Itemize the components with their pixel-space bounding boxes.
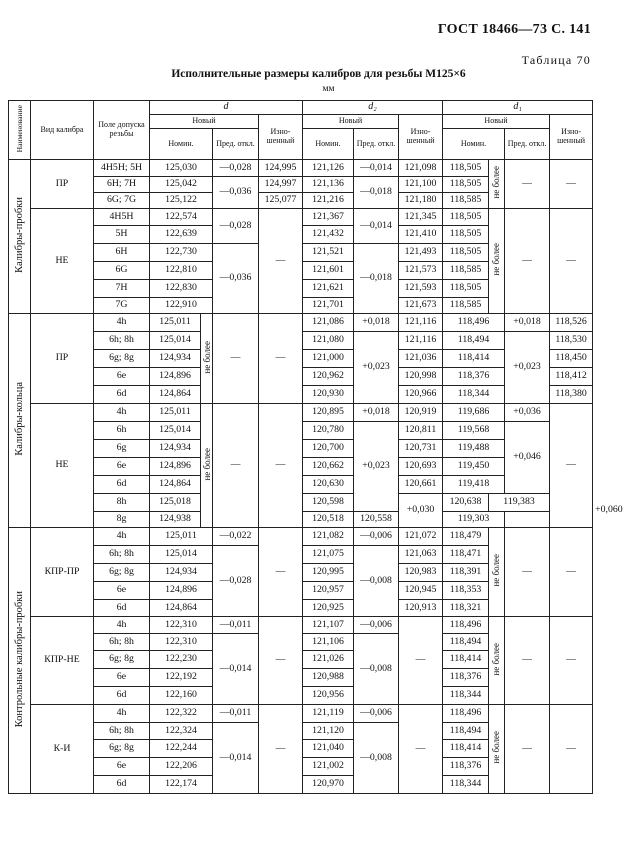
- tolerance-field: 6d: [94, 476, 150, 494]
- table-row: [9, 528, 593, 546]
- d2-worn: 121,116: [399, 314, 443, 332]
- d1-nominal: 118,505: [443, 177, 489, 193]
- tolerance-field: 6e: [94, 758, 150, 776]
- d2-nominal: 120,956: [303, 687, 354, 705]
- d2-deviation: —0,008: [354, 546, 399, 617]
- not-more-note-text: не более: [490, 731, 501, 764]
- d-nominal: 125,042: [150, 177, 213, 193]
- d1-nominal: 118,585: [443, 298, 489, 314]
- d-deviation: —0,011: [213, 705, 259, 723]
- d1-nominal: 118,494: [443, 634, 489, 651]
- d-worn: —: [259, 404, 303, 528]
- d2-worn: —: [399, 617, 443, 705]
- d2-nominal: 121,119: [303, 705, 354, 723]
- header-d1: d₁: [443, 101, 593, 115]
- d-worn: —: [259, 314, 303, 404]
- tolerance-field: 6d: [94, 687, 150, 705]
- table-row: [9, 705, 593, 723]
- d-nominal: 125,018: [150, 494, 201, 512]
- group-label: [9, 528, 31, 794]
- d1-worn: —: [550, 404, 593, 528]
- tolerance-field: 8g: [94, 512, 150, 528]
- d2-nominal: 120,988: [303, 669, 354, 687]
- d1-nominal: 118,496: [443, 314, 505, 332]
- tolerance-field: 6e: [94, 458, 150, 476]
- d2-worn: 121,063: [399, 546, 443, 564]
- d2-worn: 121,098: [399, 160, 443, 177]
- d-deviation: —: [213, 404, 259, 528]
- d-nominal: 122,230: [150, 651, 213, 669]
- d-nominal: 124,864: [150, 386, 201, 404]
- d1-nominal: 119,488: [443, 440, 505, 458]
- d1-nominal: 118,496: [443, 705, 489, 723]
- d1-deviation: —: [505, 160, 550, 209]
- d-deviation: —0,028: [213, 546, 259, 617]
- tolerance-field: 6d: [94, 386, 150, 404]
- not-more-note: [489, 528, 505, 617]
- d1-nominal: 118,496: [443, 617, 489, 634]
- d1-nominal: 118,505: [443, 244, 489, 262]
- d1-nominal: 118,344: [443, 687, 489, 705]
- tolerance-field: 6H; 7H: [94, 177, 150, 193]
- d2-worn: 120,811: [399, 422, 443, 440]
- d2-nominal: 121,082: [303, 528, 354, 546]
- d2-nominal: 121,026: [303, 651, 354, 669]
- tolerance-field: 6h; 8h: [94, 332, 150, 350]
- header-pred-otkl: Пред. откл.: [213, 129, 259, 160]
- d1-nominal: 118,414: [443, 350, 505, 368]
- d2-worn: 120,638: [443, 494, 489, 512]
- d1-nominal: 118,414: [443, 740, 489, 758]
- d-nominal: 124,934: [150, 350, 201, 368]
- d1-nominal: 118,353: [443, 582, 489, 600]
- d2-worn: 121,573: [399, 262, 443, 280]
- tolerance-field: 4h: [94, 528, 150, 546]
- group-label-text: Контрольные калибры-пробки: [13, 590, 25, 727]
- d1-nominal: 118,414: [443, 651, 489, 669]
- dimensions-table: [8, 100, 623, 794]
- tolerance-field: 6d: [94, 776, 150, 794]
- calibre-type: КПР-НЕ: [31, 617, 94, 705]
- d1-worn: 118,526: [550, 314, 593, 332]
- d2-deviation: —0,014: [354, 160, 399, 177]
- calibre-type: НЕ: [31, 209, 94, 314]
- d1-nominal: 119,450: [443, 458, 505, 476]
- d-nominal: 125,011: [150, 314, 201, 332]
- tolerance-field: 6h: [94, 422, 150, 440]
- table-title: Исполнительные размеры калибров для резьбы М125×6: [171, 68, 466, 80]
- tolerance-field: 6G; 7G: [94, 193, 150, 209]
- tolerance-field: 4h: [94, 617, 150, 634]
- d-nominal: 124,938: [150, 512, 201, 528]
- d1-worn: 118,380: [550, 386, 593, 404]
- d-deviation: —0,028: [213, 209, 259, 244]
- d-deviation: —0,036: [213, 177, 259, 209]
- d-nominal: 125,014: [150, 546, 213, 564]
- d2-worn: 121,673: [399, 298, 443, 314]
- d-nominal: 125,122: [150, 193, 213, 209]
- header-pole-dopuska: Поле допуска резьбы: [94, 101, 150, 160]
- group-label-text: Калибры-пробки: [13, 196, 25, 273]
- d2-deviation: —0,006: [354, 528, 399, 546]
- d1-nominal: 118,585: [443, 193, 489, 209]
- group-label: [9, 314, 31, 528]
- tolerance-field: 6d: [94, 600, 150, 617]
- d1-nominal: 118,376: [443, 368, 505, 386]
- header-novy: Новый: [443, 115, 550, 129]
- d2-nominal: 121,521: [303, 244, 354, 262]
- d2-nominal: 120,925: [303, 600, 354, 617]
- d1-nominal: 119,383: [489, 494, 550, 512]
- not-more-note-text: не более: [202, 340, 212, 374]
- d-nominal: 125,014: [150, 332, 201, 350]
- d-nominal: 124,896: [150, 582, 213, 600]
- d-worn: 124,995: [259, 160, 303, 177]
- d2-worn: 120,661: [399, 476, 443, 494]
- d2-deviation: —0,008: [354, 634, 399, 705]
- d-nominal: 122,574: [150, 209, 213, 226]
- tolerance-field: 6h; 8h: [94, 723, 150, 740]
- d2-nominal: 121,040: [303, 740, 354, 758]
- d1-nominal: 118,321: [443, 600, 489, 617]
- d1-worn: —: [550, 160, 593, 209]
- d-nominal: 122,174: [150, 776, 213, 794]
- d2-worn: 120,558: [354, 512, 399, 528]
- d-nominal: 122,192: [150, 669, 213, 687]
- not-more-note-text: не более: [490, 243, 501, 276]
- d-nominal: 125,014: [150, 422, 201, 440]
- document-code: ГОСТ 18466—73 С. 141: [437, 22, 591, 37]
- calibre-type: ПР: [31, 160, 94, 209]
- calibre-type: КПР-ПР: [31, 528, 94, 617]
- tolerance-field: 6g: [94, 440, 150, 458]
- d-nominal: 122,324: [150, 723, 213, 740]
- d2-worn: 121,036: [399, 350, 443, 368]
- d-nominal: 122,160: [150, 687, 213, 705]
- d1-deviation: —: [505, 617, 550, 705]
- not-more-note: [489, 160, 505, 209]
- d-worn: —: [259, 705, 303, 794]
- d2-worn: 121,116: [399, 332, 443, 350]
- d2-nominal: 120,930: [303, 386, 354, 404]
- d-nominal: 122,322: [150, 705, 213, 723]
- d-deviation: —0,022: [213, 528, 259, 546]
- d-nominal: 122,310: [150, 617, 213, 634]
- tolerance-field: 6g; 8g: [94, 740, 150, 758]
- d-deviation: —0,028: [213, 160, 259, 177]
- d2-worn: 120,919: [399, 404, 443, 422]
- d1-deviation: +0,023: [505, 332, 550, 404]
- d-worn: 124,997: [259, 177, 303, 193]
- d2-deviation: +0,023: [354, 422, 399, 512]
- d1-nominal: 118,505: [443, 160, 489, 177]
- d1-nominal: 118,391: [443, 564, 489, 582]
- header-novy: Новый: [303, 115, 399, 129]
- d2-deviation: +0,023: [354, 332, 399, 404]
- d2-nominal: 121,000: [303, 350, 354, 368]
- tolerance-field: 6h; 8h: [94, 546, 150, 564]
- d2-nominal: 121,126: [303, 160, 354, 177]
- header-pred-otkl: Пред. откл.: [354, 129, 399, 160]
- tolerance-field: 6G: [94, 262, 150, 280]
- table-body: [9, 160, 623, 794]
- table-row: [9, 209, 593, 226]
- tolerance-field: 4h: [94, 705, 150, 723]
- d1-nominal: 118,585: [443, 262, 489, 280]
- tolerance-field: 4h: [94, 314, 150, 332]
- header-iznosh: Изно-шенный: [259, 115, 303, 160]
- d2-deviation: —0,006: [354, 705, 399, 723]
- d2-nominal: 121,601: [303, 262, 354, 280]
- d1-nominal: 119,418: [443, 476, 505, 494]
- d-nominal: 124,896: [150, 458, 201, 476]
- d1-nominal: 118,505: [443, 226, 489, 244]
- table-row: [9, 160, 593, 177]
- not-more-note: [489, 209, 505, 314]
- group-label: [9, 160, 31, 314]
- d2-deviation: +0,018: [354, 314, 399, 332]
- d1-nominal: 118,494: [443, 332, 505, 350]
- header-vid-kalibra: Вид калибра: [31, 101, 94, 160]
- unit-label: мм: [322, 84, 335, 94]
- d-deviation: —: [213, 314, 259, 404]
- d2-nominal: 120,780: [303, 422, 354, 440]
- tolerance-field: 6e: [94, 368, 150, 386]
- not-more-note: [489, 617, 505, 705]
- d2-worn: 121,593: [399, 280, 443, 298]
- tolerance-field: 6e: [94, 669, 150, 687]
- d2-worn: 120,731: [399, 440, 443, 458]
- d1-deviation: —: [505, 209, 550, 314]
- header-d: d: [150, 101, 303, 115]
- d-nominal: 124,896: [150, 368, 201, 386]
- d-worn: 125,077: [259, 193, 303, 209]
- d1-nominal: 118,344: [443, 776, 489, 794]
- d2-nominal: 120,700: [303, 440, 354, 458]
- d1-deviation: +0,046: [505, 422, 550, 494]
- d2-nominal: 121,075: [303, 546, 354, 564]
- d2-worn: 121,072: [399, 528, 443, 546]
- d1-deviation: +0,036: [505, 404, 550, 422]
- d2-nominal: 120,962: [303, 368, 354, 386]
- d-nominal: 124,864: [150, 600, 213, 617]
- d-worn: —: [259, 617, 303, 705]
- header-nomin: Номин.: [150, 129, 213, 160]
- d-nominal: 122,830: [150, 280, 213, 298]
- d-nominal: 122,310: [150, 634, 213, 651]
- d2-nominal: 121,432: [303, 226, 354, 244]
- d2-worn: 121,345: [399, 209, 443, 226]
- tolerance-field: 6H: [94, 244, 150, 262]
- d2-worn: 120,693: [399, 458, 443, 476]
- tolerance-field: 6g; 8g: [94, 564, 150, 582]
- d-nominal: 122,910: [150, 298, 213, 314]
- header-nomin: Номин.: [443, 129, 505, 160]
- d-nominal: 122,810: [150, 262, 213, 280]
- header-d2: d₂: [303, 101, 443, 115]
- d-nominal: 122,639: [150, 226, 213, 244]
- d2-nominal: 120,662: [303, 458, 354, 476]
- d1-nominal: 118,376: [443, 669, 489, 687]
- group-label-text: Калибры-кольца: [13, 382, 25, 456]
- d2-deviation: —0,014: [354, 209, 399, 244]
- d2-nominal: 121,621: [303, 280, 354, 298]
- d1-nominal: 119,568: [443, 422, 505, 440]
- d1-nominal: 118,505: [443, 280, 489, 298]
- not-more-note-text: не более: [490, 642, 501, 676]
- d2-nominal: 121,120: [303, 723, 354, 740]
- d-nominal: 124,934: [150, 440, 201, 458]
- d2-nominal: 120,630: [303, 476, 354, 494]
- table-row: [9, 404, 593, 422]
- calibre-type: ПР: [31, 314, 94, 404]
- tolerance-field: 6g; 8g: [94, 651, 150, 669]
- d2-nominal: 120,895: [303, 404, 354, 422]
- d-nominal: 122,244: [150, 740, 213, 758]
- d-deviation: —0,014: [213, 723, 259, 794]
- header-pred-otkl: Пред. откл.: [505, 129, 550, 160]
- d1-nominal: 118,505: [443, 209, 489, 226]
- d2-nominal: 121,086: [303, 314, 354, 332]
- d1-worn: 118,412: [550, 368, 593, 386]
- d2-worn: 120,945: [399, 582, 443, 600]
- tolerance-field: 7G: [94, 298, 150, 314]
- d1-worn: 118,450: [550, 350, 593, 368]
- d-nominal: 122,206: [150, 758, 213, 776]
- header-naimenovanie: Наименование: [9, 101, 31, 160]
- not-more-note: [201, 404, 213, 528]
- d-nominal: 125,011: [150, 404, 201, 422]
- d1-nominal: 118,344: [443, 386, 505, 404]
- tolerance-field: 4h: [94, 404, 150, 422]
- d-nominal: 124,864: [150, 476, 201, 494]
- d1-nominal: 118,479: [443, 528, 489, 546]
- d2-worn: 121,100: [399, 177, 443, 193]
- d2-worn: 120,913: [399, 600, 443, 617]
- d2-worn: 120,998: [399, 368, 443, 386]
- header-novy: Новый: [150, 115, 259, 129]
- d2-deviation: +0,030: [399, 494, 443, 528]
- tolerance-field: 6e: [94, 582, 150, 600]
- header-iznosh: Изно-шенный: [399, 115, 443, 160]
- not-more-note: [201, 314, 213, 404]
- d1-nominal: 119,686: [443, 404, 505, 422]
- header-iznosh: Изно-шенный: [550, 115, 593, 160]
- d-nominal: 125,030: [150, 160, 213, 177]
- d1-nominal: 118,376: [443, 758, 489, 776]
- d2-deviation: —0,018: [354, 177, 399, 209]
- not-more-note-text: не более: [490, 554, 501, 587]
- d2-deviation: —0,006: [354, 617, 399, 634]
- tolerance-field: 8h: [94, 494, 150, 512]
- table-row: 8h 125,018 120,598 +0,030 120,638 119,383 +0,060: [9, 494, 593, 512]
- d2-nominal: 121,080: [303, 332, 354, 350]
- d-worn: —: [259, 528, 303, 617]
- not-more-note-text: не более: [490, 166, 501, 199]
- tolerance-field: 4H5H; 5H: [94, 160, 150, 177]
- d2-nominal: 121,367: [303, 209, 354, 226]
- d2-deviation: —0,008: [354, 723, 399, 794]
- calibre-type: К-И: [31, 705, 94, 794]
- d-deviation: —0,014: [213, 634, 259, 705]
- d2-worn: 120,983: [399, 564, 443, 582]
- d-worn: —: [259, 209, 303, 314]
- not-more-note: [489, 705, 505, 794]
- d1-worn: —: [550, 705, 593, 794]
- d2-worn: 120,966: [399, 386, 443, 404]
- d2-nominal: 121,106: [303, 634, 354, 651]
- d1-nominal: 118,494: [443, 723, 489, 740]
- tolerance-field: 7H: [94, 280, 150, 298]
- d1-worn: —: [550, 209, 593, 314]
- d2-deviation: —0,018: [354, 244, 399, 314]
- calibre-type: НЕ: [31, 404, 94, 528]
- d1-deviation: —: [505, 528, 550, 617]
- d2-nominal: 121,216: [303, 193, 354, 209]
- d2-worn: 121,493: [399, 244, 443, 262]
- d2-nominal: 120,598: [303, 494, 354, 512]
- header-nomin: Номин.: [303, 129, 354, 160]
- d1-deviation: —: [505, 705, 550, 794]
- d2-nominal: 120,970: [303, 776, 354, 794]
- d1-nominal: 118,471: [443, 546, 489, 564]
- d2-worn: —: [399, 705, 443, 794]
- d1-worn: 118,530: [550, 332, 593, 350]
- d2-nominal: 120,957: [303, 582, 354, 600]
- d-deviation: —0,036: [213, 244, 259, 314]
- d2-worn: 121,410: [399, 226, 443, 244]
- d-nominal: 122,730: [150, 244, 213, 262]
- d1-deviation: +0,018: [505, 314, 550, 332]
- d2-worn: 121,180: [399, 193, 443, 209]
- d2-nominal: 120,995: [303, 564, 354, 582]
- d1-worn: —: [550, 617, 593, 705]
- d-nominal: 125,011: [150, 528, 213, 546]
- table-row: [9, 617, 593, 634]
- table-label: Таблица 70: [521, 53, 591, 67]
- not-more-note-text: не более: [202, 447, 212, 481]
- d2-nominal: 121,107: [303, 617, 354, 634]
- d2-deviation: +0,018: [354, 404, 399, 422]
- d2-nominal: 121,701: [303, 298, 354, 314]
- tolerance-field: 6g; 8g: [94, 350, 150, 368]
- d2-nominal: 121,136: [303, 177, 354, 193]
- d2-nominal: 121,002: [303, 758, 354, 776]
- d1-nominal: 119,303: [443, 512, 505, 528]
- tolerance-field: 5H: [94, 226, 150, 244]
- tolerance-field: 6h; 8h: [94, 634, 150, 651]
- d2-nominal: 120,518: [303, 512, 354, 528]
- d-deviation: —0,011: [213, 617, 259, 634]
- d1-worn: —: [550, 528, 593, 617]
- d-nominal: 124,934: [150, 564, 213, 582]
- tolerance-field: 4H5H: [94, 209, 150, 226]
- table-row: [9, 314, 593, 332]
